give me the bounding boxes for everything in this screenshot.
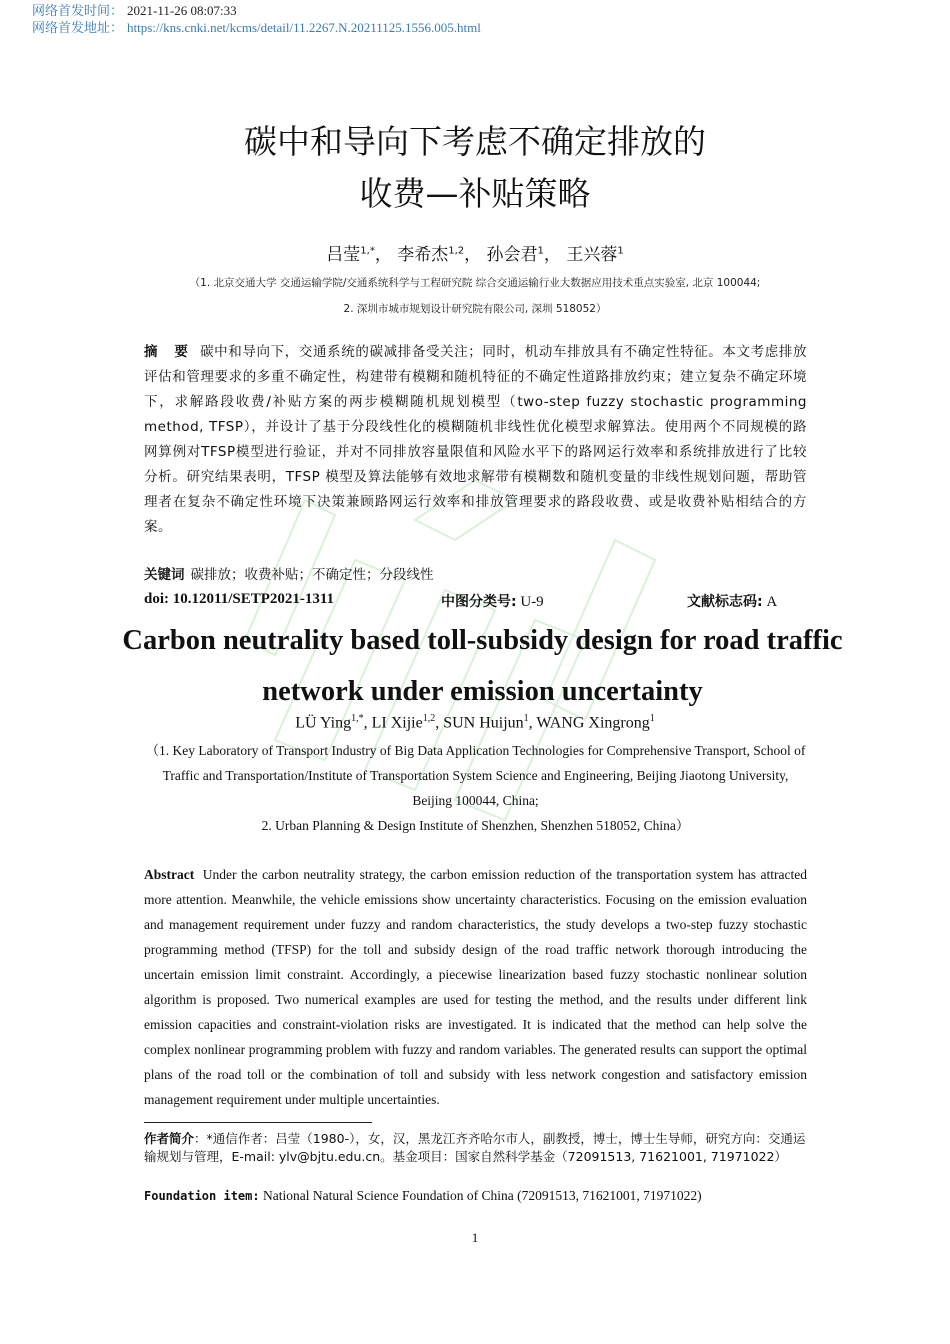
author-affil-mark: 1,* [360, 245, 375, 257]
page-number: 1 [471, 1230, 479, 1245]
clc-value: U-9 [520, 594, 544, 610]
author-affil-mark: 1 [617, 245, 624, 257]
publish-url-link[interactable]: https://kns.cnki.net/kcms/detail/11.2267.N.20211125.1556.005.html [127, 20, 481, 35]
publication-info [32, 2, 481, 36]
title-english: Carbon neutrality based toll-subsidy design for road traffic network under emission uncertainty [122, 625, 843, 707]
author-name: WANG Xingrong [536, 714, 650, 732]
author-name: LI Xijie [371, 714, 423, 732]
abstract-english [144, 862, 807, 1112]
abstract-chinese-text: 碳中和导向下，交通系统的碳减排备受关注；同时，机动车排放具有不确定性特征。本文考虑排放评估和管理要求的多重不确定性，构建带有模糊和随机特征的不确定性道路排放约束；建立复杂不确定环境下，求解路段收费/补贴方案的两步模糊随机规划模型（two-step fuzzy stochastic programming method, TFSP），并设计了基于分段线性化的模糊随机非线性优化模型求解算法。使用两个不同规模的路网算例对TFSP模型进行验证，并对不同排放容量限值和风险水平下的路网运行效率和系统排放进行了比较分析。研究结果表明，TFSP 模型及算法能够有效地求解带有模糊数和随机变量的非线性规划问题，帮助管理者在复杂不确定性环境下决策兼顾路网运行效率和排放管理要求的路段收费、或是收费补贴相结合的方案。 [144, 344, 808, 535]
authors-english: LÜ Ying$^{1,*}$, LI Xijie$^{1,2}$, SUN Huijun$^1$, WANG Xingrong$^1$ [295, 713, 655, 732]
footnote-divider [144, 1122, 372, 1123]
abstract-english-label: Abstract [144, 867, 195, 882]
doc-code-label: 文献标志码: [687, 594, 763, 610]
footnote-label: 作者简介 [144, 1131, 195, 1146]
doi [144, 591, 334, 608]
publish-time-line [32, 2, 481, 19]
author-name: 吕莹 [326, 245, 361, 265]
affiliations-chinese [0, 270, 950, 322]
abstract-english-text: Under the carbon neutrality strategy, the carbon emission reduction of the transportation system has attracted more attention. Meanwhile, the vehicle emissions show uncertainty characteristics. Focusing on the emission evaluation and management requirement under fuzzy and random characteristics, the study develops a two-step fuzzy stochastic programming method (TFSP) for the toll and subsidy design of the road traffic network thorough introducing the uncertain emission limit constraint. Accordingly, a piecewise linearization based fuzzy stochastic nonlinear solution algorithm is proposed. Two numerical examples are used for testing the method, and the results under different link emission capacities and constraint-violation risks are investigated. It is indicated that the method can help solve the complex nonlinear programming problem with fuzzy and random variables. The generated results can support the optimal plans of the road toll or the combination of toll and subsidy with less network congestion and satisfactory emission management requirement under multiple uncertainties. [144, 867, 808, 1107]
publish-time-value: 2021-11-26 08:07:33 [127, 3, 237, 18]
authors-chinese: 吕莹$^{1,*}$， 李希杰$^{1,2}$， 孙会君$^1$， 王兴蓉$^1$ [326, 245, 624, 265]
abstract-chinese [144, 340, 807, 540]
author-footnote [144, 1130, 807, 1166]
doc-code-value: A [766, 594, 778, 610]
author-name: 孙会君 [486, 245, 538, 265]
doi-label: doi: [144, 591, 170, 607]
publish-url-label: 网络首发地址： [32, 20, 124, 35]
author-affil-mark: 1 [523, 713, 529, 724]
affiliation-en-line-1: （1. Key Laboratory of Transport Industry of Big Data Application Technologies for Comprehensive Transport, School of Traffic and Transportation/Institute of Transportation System Science and Engineering, Beijing Jiaotong University, Beijing 100044, China; [145, 743, 806, 808]
author-affil-mark: 1,* [351, 713, 364, 724]
author-affil-mark: 1 [537, 245, 544, 257]
clc-label: 中图分类号: [441, 594, 517, 610]
author-name: SUN Huijun [443, 714, 524, 732]
clc-number [441, 591, 544, 611]
footnote-text: ：*通信作者：吕莹（1980-），女，汉，黑龙江齐齐哈尔市人，副教授，博士，博士生导师，研究方向：交通运输规划与管理，E-mail: ylv@bjtu.edu.cn。基金项目：国家自然科学基金（72091513, 71621001, 71971022） [144, 1131, 806, 1164]
keywords-text: 碳排放；收费补贴；不确定性；分段线性 [190, 567, 434, 583]
document-code [687, 591, 777, 611]
author-name: 王兴蓉 [566, 245, 618, 265]
doi-value: 10.12011/SETP2021-1311 [172, 591, 335, 607]
author-name: LÜ Ying [295, 714, 352, 732]
keywords-chinese [144, 565, 807, 585]
foundation-item-label: Foundation item: [144, 1189, 260, 1203]
author-affil-mark: 1,2 [448, 245, 465, 257]
author-affil-mark: 1,2 [422, 713, 436, 724]
keywords-label: 关键词 [144, 567, 185, 583]
foundation-item-text: National Natural Science Foundation of China (72091513, 71621001, 71971022) [262, 1188, 702, 1203]
title-chinese [0, 116, 950, 220]
title-chinese-line-2: 收费—补贴策略 [359, 174, 591, 213]
publish-time-label: 网络首发时间： [32, 3, 124, 18]
abstract-chinese-label: 摘 要 [144, 344, 195, 360]
title-chinese-line-1: 碳中和导向下考虑不确定排放的 [244, 122, 706, 161]
author-name: 李希杰 [397, 245, 449, 265]
affiliation-en-line-2: 2. Urban Planning & Design Institute of Shenzhen, Shenzhen 518052, China） [261, 818, 690, 833]
affiliation-line-2: 2. 深圳市城市规划设计研究院有限公司, 深圳 518052） [343, 303, 607, 315]
foundation-item [144, 1187, 807, 1205]
affiliation-line-1: （1. 北京交通大学 交通运输学院/交通系统科学与工程研究院 综合交通运输行业大数据应用技术重点实验室, 北京 100044; [189, 277, 761, 289]
affiliations-english [144, 738, 807, 838]
publish-url-line [32, 19, 481, 36]
author-affil-mark: 1 [649, 713, 655, 724]
article-meta [144, 591, 807, 611]
